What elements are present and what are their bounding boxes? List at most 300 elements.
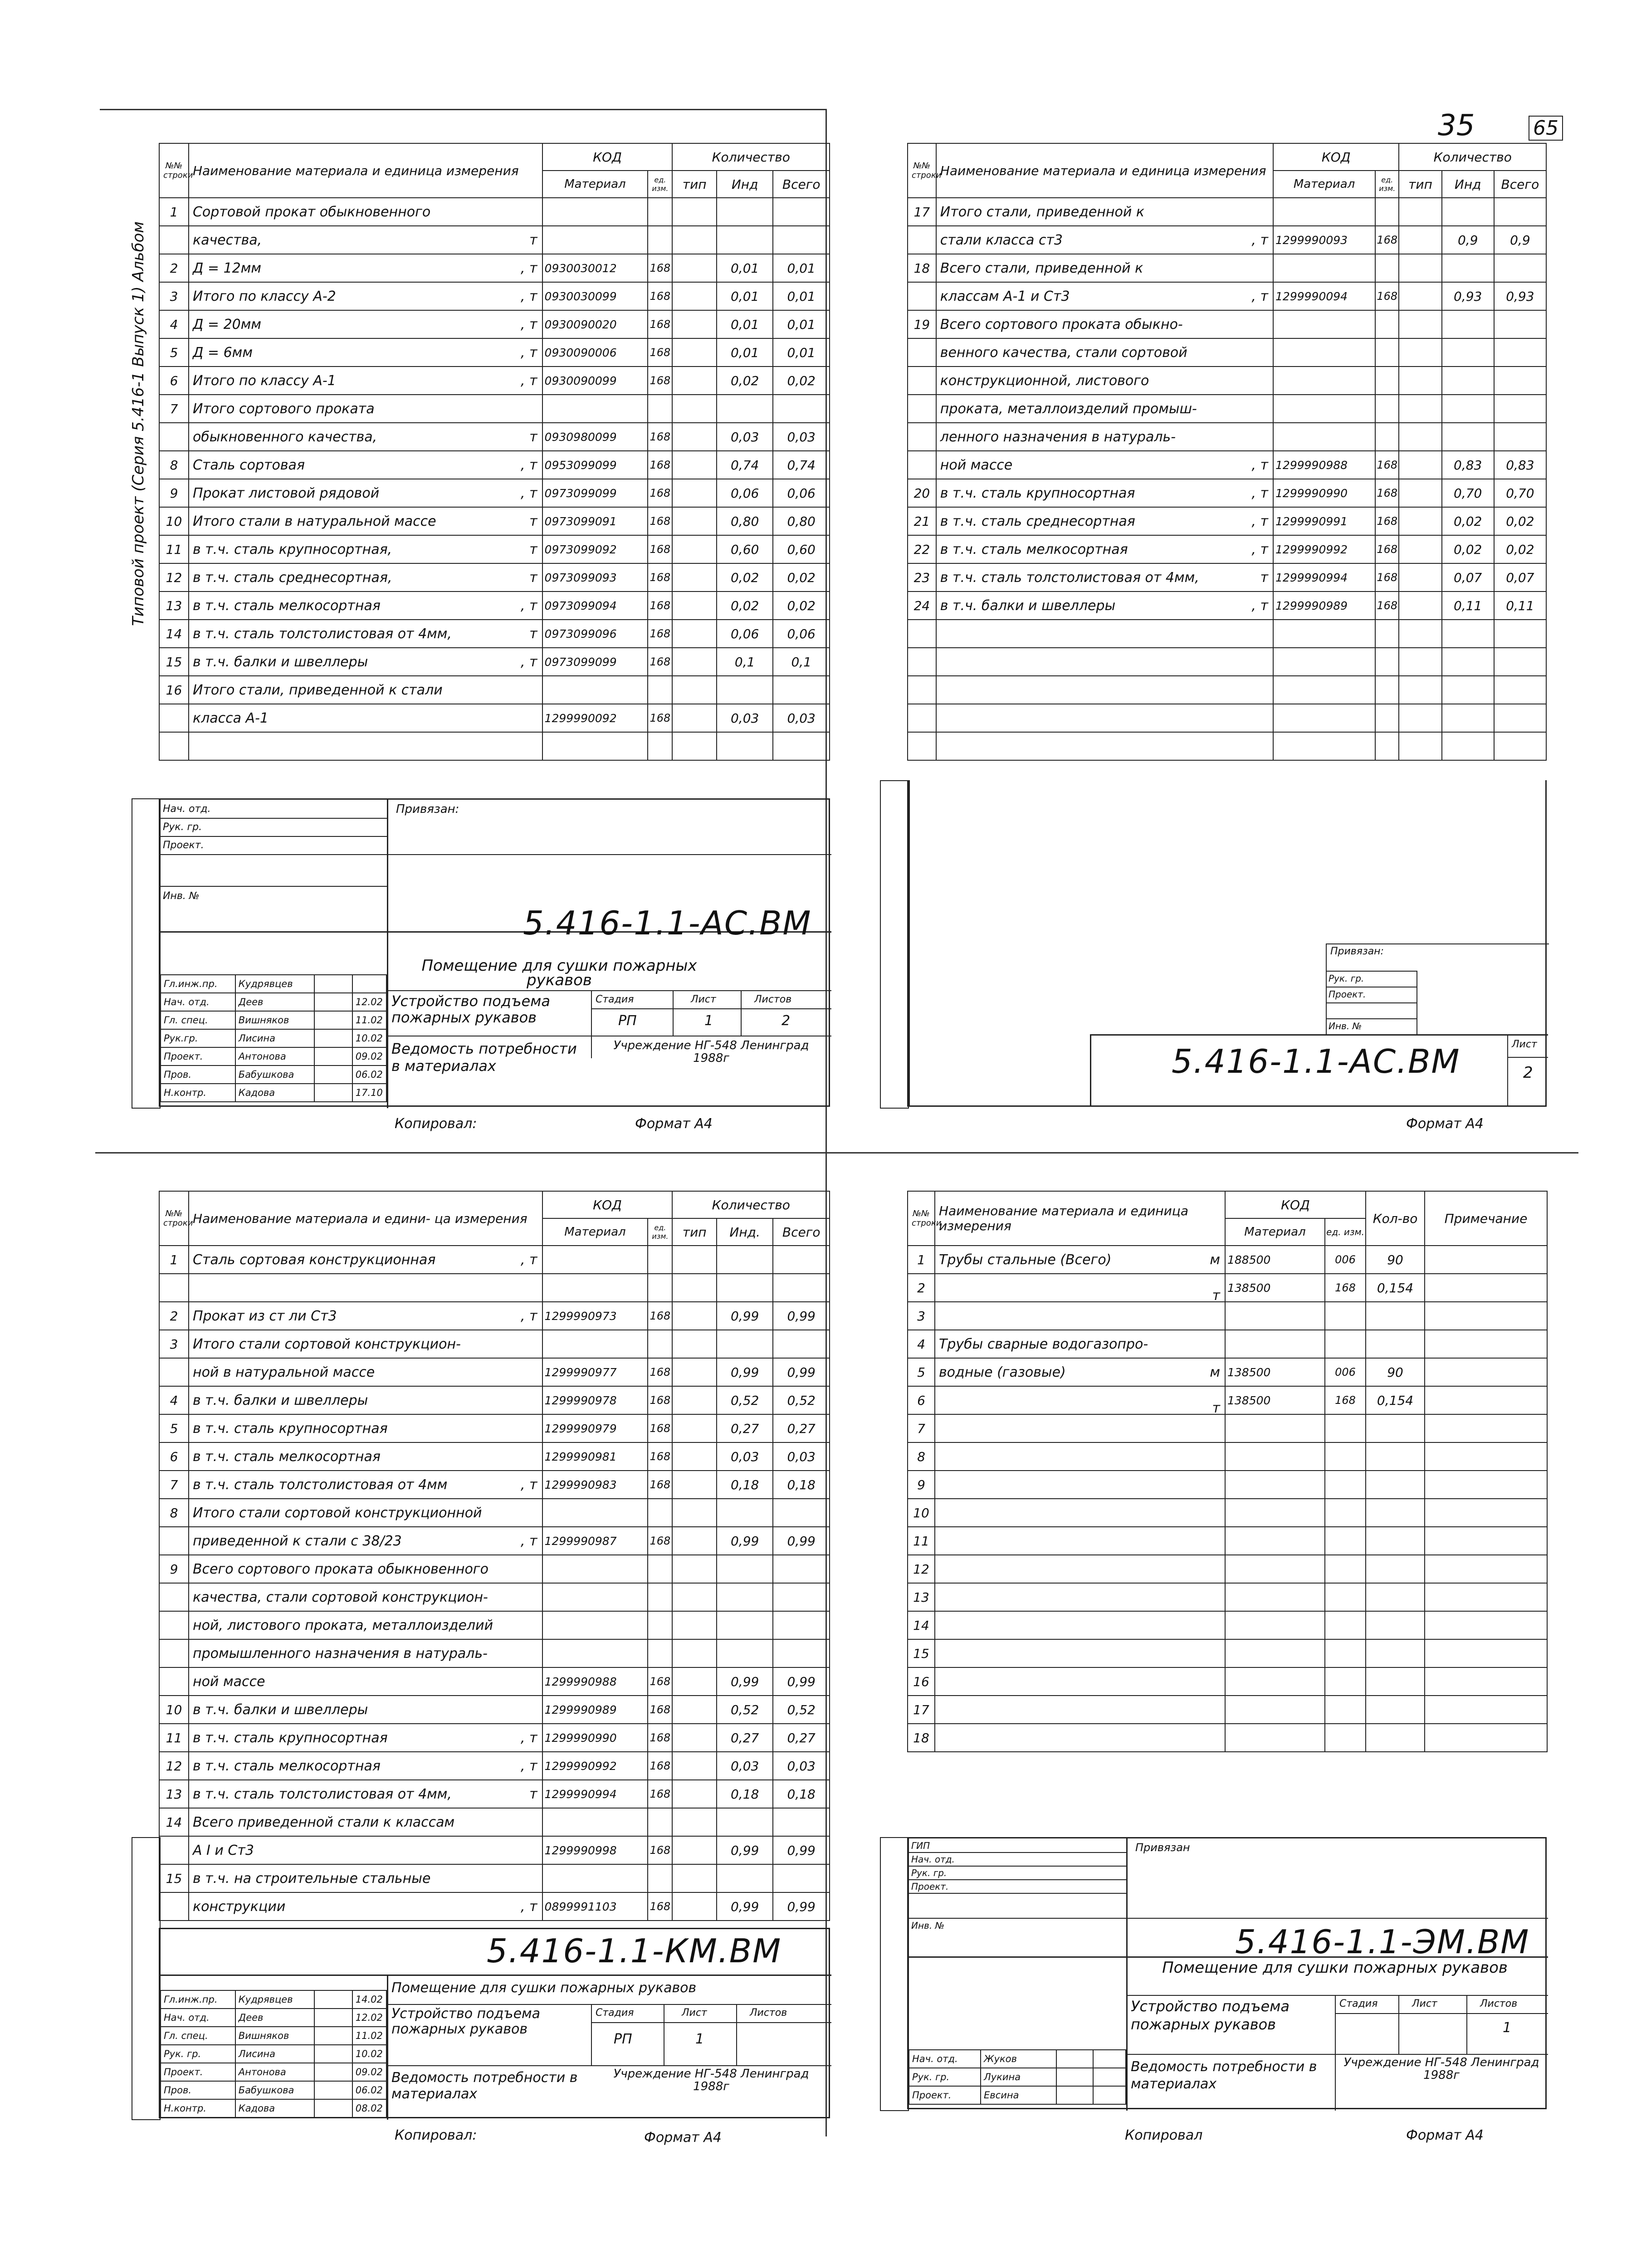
note-cell bbox=[1425, 1555, 1547, 1583]
type-cell bbox=[1399, 648, 1441, 676]
signatures-table bbox=[160, 974, 387, 1102]
qty-ind bbox=[1442, 676, 1494, 704]
row-unit: , т bbox=[1251, 513, 1269, 529]
signature bbox=[314, 2027, 352, 2045]
doc-name: Ведомость потребности в материалах bbox=[391, 1040, 577, 1075]
row-name-cell bbox=[189, 479, 542, 507]
qty-total: 0,93 bbox=[1494, 282, 1546, 310]
row-number bbox=[908, 367, 936, 395]
row-name-cell bbox=[936, 591, 1273, 620]
unit-code bbox=[1375, 198, 1399, 226]
top-left-rule bbox=[100, 109, 826, 110]
qty-total: 0,99 bbox=[773, 1358, 830, 1386]
material-code bbox=[1225, 1583, 1325, 1611]
qty-ind: 0,1 bbox=[717, 648, 773, 676]
material-code bbox=[542, 1611, 648, 1639]
priv-label: Привязан: bbox=[396, 802, 459, 816]
table-row bbox=[159, 1611, 830, 1639]
unit-code bbox=[1375, 704, 1399, 732]
unit-code: 168 bbox=[1325, 1386, 1366, 1414]
sheet-header: Лист bbox=[691, 994, 716, 1005]
object-name: Помещение для сушки пожарных рукавов bbox=[391, 1980, 697, 1996]
qty-total: 0,02 bbox=[773, 591, 830, 620]
col-code-header: КОД bbox=[542, 1191, 673, 1218]
note-cell bbox=[1425, 1527, 1547, 1555]
material-code bbox=[1273, 676, 1375, 704]
table-row bbox=[159, 591, 830, 620]
qty-total bbox=[773, 226, 830, 254]
side-row-4: Инв. № bbox=[163, 890, 200, 902]
unit-code bbox=[1375, 367, 1399, 395]
title-block-as-vm-2 bbox=[907, 780, 1547, 1107]
signature-row bbox=[909, 2086, 1126, 2104]
signature bbox=[314, 1011, 352, 1029]
type-cell bbox=[1399, 535, 1441, 563]
signature-row bbox=[161, 993, 386, 1011]
qty-ind: 0,03 bbox=[717, 704, 773, 732]
quantity bbox=[1366, 1414, 1425, 1442]
row-name: Итого стали, приведенной к стали bbox=[192, 682, 443, 698]
row-number: 6 bbox=[908, 1386, 935, 1414]
row-unit: т bbox=[1260, 569, 1269, 586]
person-name: Жуков bbox=[981, 2050, 1056, 2068]
row-unit: т bbox=[529, 232, 537, 248]
table-row bbox=[159, 1808, 830, 1836]
qty-total: 0,03 bbox=[773, 423, 830, 451]
qty-ind bbox=[717, 1808, 773, 1836]
row-number bbox=[908, 451, 936, 479]
qty-total: 0,01 bbox=[773, 338, 830, 367]
row-number bbox=[908, 338, 936, 367]
qty-ind bbox=[717, 226, 773, 254]
qty-ind: 0,18 bbox=[717, 1780, 773, 1808]
note-cell bbox=[1425, 1246, 1547, 1274]
side-row-3: Проект. bbox=[911, 1881, 949, 1892]
type-cell bbox=[672, 704, 716, 732]
side-row-0: Нач. отд. bbox=[163, 803, 211, 815]
row-number: 19 bbox=[908, 310, 936, 338]
qty-ind: 0,03 bbox=[717, 423, 773, 451]
row-number: 13 bbox=[159, 591, 189, 620]
stamp-strip-left-bottom bbox=[132, 1837, 161, 2120]
sign-date: 06.02 bbox=[352, 2081, 386, 2099]
table-row bbox=[159, 1302, 830, 1330]
qty-ind: 0,99 bbox=[717, 1358, 773, 1386]
table-row bbox=[159, 367, 830, 395]
materials-table bbox=[159, 1191, 830, 1921]
type-cell bbox=[672, 563, 716, 591]
row-name-cell bbox=[189, 451, 542, 479]
table-row bbox=[159, 395, 830, 423]
table-row bbox=[908, 1639, 1547, 1667]
material-code bbox=[1273, 198, 1375, 226]
qty-ind bbox=[717, 1330, 773, 1358]
row-name: А I и Ст3 bbox=[192, 1842, 254, 1858]
sign-date: 12.02 bbox=[352, 993, 386, 1011]
signature bbox=[314, 2081, 352, 2099]
col-code-header: КОД bbox=[542, 143, 673, 171]
material-code bbox=[1273, 395, 1375, 423]
unit-code: 168 bbox=[648, 620, 672, 648]
doc-code: 5.416-1.1-ЭМ.ВМ bbox=[1235, 1923, 1530, 1961]
type-cell bbox=[672, 1864, 716, 1892]
table-row bbox=[159, 338, 830, 367]
sign-date: 14.02 bbox=[352, 1990, 386, 2009]
row-name-cell bbox=[936, 648, 1273, 676]
row-number: 3 bbox=[908, 1302, 935, 1330]
row-name-cell bbox=[189, 423, 542, 451]
row-number: 7 bbox=[159, 395, 189, 423]
unit-code bbox=[648, 1555, 672, 1583]
row-number bbox=[908, 395, 936, 423]
material-code bbox=[1273, 620, 1375, 648]
note-cell bbox=[1425, 1611, 1547, 1639]
table-row bbox=[159, 1527, 830, 1555]
table-row bbox=[159, 1780, 830, 1808]
row-name: в т.ч. сталь толстолистовая от 4мм, bbox=[192, 1786, 452, 1802]
qty-ind bbox=[1442, 648, 1494, 676]
row-name: в т.ч. на строительные стальные bbox=[192, 1870, 431, 1887]
unit-code: 006 bbox=[1325, 1246, 1366, 1274]
type-cell bbox=[672, 479, 716, 507]
qty-total bbox=[773, 1274, 830, 1302]
table-row bbox=[908, 1499, 1547, 1527]
material-code: 1299990977 bbox=[542, 1358, 648, 1386]
person-role: Н.контр. bbox=[161, 2099, 235, 2117]
format-label: Формат А4 bbox=[635, 1116, 713, 1132]
type-cell bbox=[672, 395, 716, 423]
sign-date: 09.02 bbox=[352, 2063, 386, 2081]
row-name-cell bbox=[936, 704, 1273, 732]
type-cell bbox=[672, 1442, 716, 1471]
row-name: в т.ч. балки и швеллеры bbox=[940, 597, 1116, 614]
sign-date: 10.02 bbox=[352, 1029, 386, 1047]
stage-header: Стадия bbox=[596, 2007, 634, 2019]
copied-label: Копировал bbox=[1125, 2127, 1203, 2143]
qty-total: 0,99 bbox=[773, 1667, 830, 1696]
row-name-cell bbox=[189, 1892, 542, 1921]
qty-total bbox=[1494, 620, 1546, 648]
person-name: Бабушкова bbox=[235, 1066, 314, 1084]
signature bbox=[314, 1066, 352, 1084]
row-unit: , т bbox=[1251, 457, 1269, 473]
quantity bbox=[1366, 1471, 1425, 1499]
row-name: Трубы сварные водогазопро- bbox=[939, 1336, 1148, 1352]
row-name-cell bbox=[936, 423, 1273, 451]
unit-code bbox=[1375, 732, 1399, 760]
unit-code: 168 bbox=[648, 704, 672, 732]
row-name-cell bbox=[936, 310, 1273, 338]
row-unit: м bbox=[1210, 1364, 1220, 1380]
row-name: Всего приведенной стали к классам bbox=[192, 1814, 455, 1830]
row-unit: , т bbox=[520, 1251, 537, 1268]
row-name: Итого по классу А-1 bbox=[192, 372, 336, 389]
person-name: Деев bbox=[235, 993, 314, 1011]
row-number bbox=[159, 1639, 189, 1667]
type-cell bbox=[672, 1527, 716, 1555]
qty-total bbox=[773, 1555, 830, 1583]
row-number: 1 bbox=[159, 198, 189, 226]
row-number: 9 bbox=[908, 1471, 935, 1499]
unit-code: 168 bbox=[648, 254, 672, 282]
type-cell bbox=[1399, 282, 1441, 310]
qty-ind: 0,99 bbox=[717, 1302, 773, 1330]
unit-code bbox=[648, 1274, 672, 1302]
stage-header: Стадия bbox=[1339, 1998, 1378, 2009]
qty-total: 0,01 bbox=[773, 254, 830, 282]
type-cell bbox=[672, 1752, 716, 1780]
material-code: 0953099099 bbox=[542, 451, 648, 479]
table-row bbox=[159, 1696, 830, 1724]
person-name: Деев bbox=[235, 2009, 314, 2027]
col-qty-header: Кол-во bbox=[1366, 1191, 1425, 1246]
row-number bbox=[908, 423, 936, 451]
type-cell bbox=[672, 310, 716, 338]
material-code: 1299990992 bbox=[1273, 535, 1375, 563]
row-name-cell bbox=[189, 254, 542, 282]
col-code-unit: ед. изм. bbox=[1325, 1218, 1366, 1246]
row-number: 16 bbox=[908, 1667, 935, 1696]
qty-ind: 0,99 bbox=[717, 1527, 773, 1555]
material-code bbox=[1225, 1330, 1325, 1358]
signature-row bbox=[161, 2099, 386, 2117]
row-number bbox=[908, 704, 936, 732]
person-name: Антонова bbox=[235, 1047, 314, 1066]
qty-total bbox=[773, 1611, 830, 1639]
table-row bbox=[159, 1499, 830, 1527]
signature bbox=[314, 1047, 352, 1066]
qty-total bbox=[773, 1583, 830, 1611]
row-name: в т.ч. сталь среднесортная bbox=[940, 513, 1135, 529]
row-name: в т.ч. сталь мелкосортная bbox=[940, 541, 1128, 557]
priv-label: Привязан bbox=[1135, 1841, 1190, 1854]
person-name: Евсина bbox=[981, 2086, 1056, 2104]
unit-code: 168 bbox=[1375, 507, 1399, 535]
row-number bbox=[159, 1836, 189, 1864]
sign-date: 17.10 bbox=[352, 1084, 386, 1102]
copied-label: Копировал: bbox=[395, 2127, 477, 2143]
row-name-cell bbox=[935, 1667, 1225, 1696]
row-name: Д = 12мм bbox=[192, 260, 262, 276]
row-unit: , т bbox=[1251, 597, 1269, 614]
row-name-cell bbox=[189, 1471, 542, 1499]
unit-code bbox=[1375, 423, 1399, 451]
table-row bbox=[159, 1555, 830, 1583]
part-name: Устройство подъема пожарных рукавов bbox=[1131, 1998, 1290, 2033]
type-cell bbox=[1399, 254, 1441, 282]
unit-code: 168 bbox=[648, 338, 672, 367]
signature bbox=[314, 2009, 352, 2027]
material-code: 1299990981 bbox=[542, 1442, 648, 1471]
row-unit: т bbox=[529, 626, 537, 642]
type-cell bbox=[672, 1808, 716, 1836]
material-code: 138500 bbox=[1225, 1386, 1325, 1414]
table-row bbox=[159, 254, 830, 282]
row-name-cell bbox=[935, 1696, 1225, 1724]
type-cell bbox=[672, 620, 716, 648]
person-name: Кудрявцев bbox=[235, 1990, 314, 2009]
qty-ind bbox=[1442, 732, 1494, 760]
qty-ind: 0,03 bbox=[717, 1442, 773, 1471]
person-name: Лукина bbox=[981, 2068, 1056, 2086]
row-unit: т bbox=[529, 569, 537, 586]
table-row bbox=[908, 479, 1546, 507]
quantity bbox=[1366, 1442, 1425, 1471]
table-row bbox=[159, 1330, 830, 1358]
table-row bbox=[908, 395, 1546, 423]
table-row bbox=[908, 1471, 1547, 1499]
unit-code: 168 bbox=[1375, 479, 1399, 507]
row-unit: , т bbox=[1251, 288, 1269, 304]
table-row bbox=[908, 198, 1546, 226]
table-row bbox=[159, 1752, 830, 1780]
row-name: классам А-1 и Ст3 bbox=[940, 288, 1070, 304]
signature-row bbox=[161, 2045, 386, 2063]
row-number: 11 bbox=[159, 1724, 189, 1752]
row-name-cell bbox=[936, 479, 1273, 507]
row-name-cell bbox=[189, 1611, 542, 1639]
qty-ind: 0,80 bbox=[717, 507, 773, 535]
row-number: 4 bbox=[159, 1386, 189, 1414]
person-role: Проект. bbox=[161, 2063, 235, 2081]
qty-ind bbox=[717, 1246, 773, 1274]
material-code bbox=[1225, 1442, 1325, 1471]
material-code: 1299990978 bbox=[542, 1386, 648, 1414]
qty-ind bbox=[717, 1274, 773, 1302]
type-cell bbox=[672, 1471, 716, 1499]
unit-code bbox=[1375, 648, 1399, 676]
note-cell bbox=[1425, 1471, 1547, 1499]
table-row bbox=[908, 282, 1546, 310]
stage-value: РП bbox=[618, 1013, 637, 1029]
qty-total bbox=[1494, 648, 1546, 676]
material-code: 1299990994 bbox=[542, 1780, 648, 1808]
qty-total: 0,03 bbox=[773, 704, 830, 732]
qty-ind: 0,02 bbox=[717, 591, 773, 620]
row-unit: т bbox=[529, 541, 537, 557]
type-cell bbox=[1399, 198, 1441, 226]
table-row bbox=[159, 1471, 830, 1499]
type-cell bbox=[672, 507, 716, 535]
doc-code: 5.416-1.1-КМ.ВМ bbox=[487, 1932, 782, 1970]
row-name-cell bbox=[189, 1246, 542, 1274]
row-name: Сталь сортовая bbox=[192, 457, 305, 473]
row-name-cell bbox=[935, 1499, 1225, 1527]
row-name: в т.ч. сталь среднесортная, bbox=[192, 569, 392, 586]
table-row bbox=[908, 1274, 1547, 1302]
note-cell bbox=[1425, 1583, 1547, 1611]
row-unit: , т bbox=[520, 597, 537, 614]
row-name-cell bbox=[189, 395, 542, 423]
table-row bbox=[159, 1892, 830, 1921]
row-name-cell bbox=[935, 1246, 1225, 1274]
object-name: Помещение для сушки пожарных рукавов bbox=[1162, 1959, 1508, 1977]
unit-code bbox=[648, 395, 672, 423]
row-unit: т bbox=[1212, 1400, 1220, 1416]
row-name: в т.ч. сталь крупносортная bbox=[940, 485, 1135, 501]
row-name-cell bbox=[189, 1583, 542, 1611]
material-code bbox=[1273, 310, 1375, 338]
qty-ind: 0,27 bbox=[717, 1414, 773, 1442]
unit-code: 168 bbox=[648, 648, 672, 676]
table-row bbox=[159, 704, 830, 732]
row-name-cell bbox=[189, 563, 542, 591]
material-code bbox=[542, 1864, 648, 1892]
unit-code: 168 bbox=[1375, 451, 1399, 479]
qty-ind: 0,9 bbox=[1442, 226, 1494, 254]
row-number bbox=[159, 704, 189, 732]
row-unit: , т bbox=[1251, 541, 1269, 557]
material-code: 1299990094 bbox=[1273, 282, 1375, 310]
signatures-table bbox=[909, 2049, 1126, 2105]
row-number bbox=[159, 423, 189, 451]
row-name-cell bbox=[189, 1780, 542, 1808]
row-name: ленного назначения в натураль- bbox=[940, 429, 1176, 445]
row-name: в т.ч. сталь мелкосортная bbox=[192, 597, 381, 614]
stamp-strip-right-bottom bbox=[880, 1837, 909, 2111]
page-number: 35 bbox=[1438, 109, 1475, 142]
material-code bbox=[1225, 1499, 1325, 1527]
row-name: приведенной к стали с 38/23 bbox=[192, 1533, 402, 1549]
row-name-cell bbox=[189, 282, 542, 310]
table-row bbox=[908, 535, 1546, 563]
type-cell bbox=[1399, 704, 1441, 732]
qty-total bbox=[1494, 423, 1546, 451]
row-name: Д = 20мм bbox=[192, 316, 262, 332]
qty-total: 0,9 bbox=[1494, 226, 1546, 254]
row-number: 14 bbox=[159, 1808, 189, 1836]
col-qty-ind: Инд. bbox=[717, 1218, 773, 1246]
qty-ind bbox=[717, 732, 773, 760]
row-number bbox=[159, 1892, 189, 1921]
quantity: 90 bbox=[1366, 1246, 1425, 1274]
row-number bbox=[159, 1274, 189, 1302]
row-name: в т.ч. балки и швеллеры bbox=[192, 1701, 368, 1718]
person-name: Антонова bbox=[235, 2063, 314, 2081]
row-number: 3 bbox=[159, 1330, 189, 1358]
type-cell bbox=[672, 1836, 716, 1864]
material-code bbox=[1225, 1724, 1325, 1752]
type-cell bbox=[1399, 367, 1441, 395]
org-name: Учреждение НГ-548 Ленинград 1988г bbox=[1343, 2056, 1539, 2082]
qty-total: 0,18 bbox=[773, 1780, 830, 1808]
row-name-cell bbox=[189, 1302, 542, 1330]
row-name-cell bbox=[936, 620, 1273, 648]
material-code: 1299990988 bbox=[1273, 451, 1375, 479]
row-name: Д = 6мм bbox=[192, 344, 253, 361]
side-row-1: Нач. отд. bbox=[911, 1854, 955, 1865]
unit-code bbox=[1375, 395, 1399, 423]
unit-code: 168 bbox=[1375, 563, 1399, 591]
type-cell bbox=[1399, 563, 1441, 591]
qty-total bbox=[1494, 310, 1546, 338]
table-row bbox=[908, 451, 1546, 479]
qty-total bbox=[773, 395, 830, 423]
qty-ind bbox=[717, 1583, 773, 1611]
row-unit: м bbox=[1210, 1251, 1220, 1268]
type-cell bbox=[1399, 226, 1441, 254]
format-label: Формат А4 bbox=[644, 2130, 722, 2146]
table-row bbox=[908, 1583, 1547, 1611]
table-row bbox=[908, 1386, 1547, 1414]
table-row bbox=[908, 1555, 1547, 1583]
unit-code: 168 bbox=[648, 535, 672, 563]
col-name-header: Наименование материала и едини- ца измерения bbox=[189, 1191, 542, 1246]
part-name: Устройство подъема пожарных рукавов bbox=[391, 992, 550, 1026]
material-code bbox=[542, 1274, 648, 1302]
row-name-cell bbox=[935, 1442, 1225, 1471]
type-cell bbox=[672, 1358, 716, 1386]
